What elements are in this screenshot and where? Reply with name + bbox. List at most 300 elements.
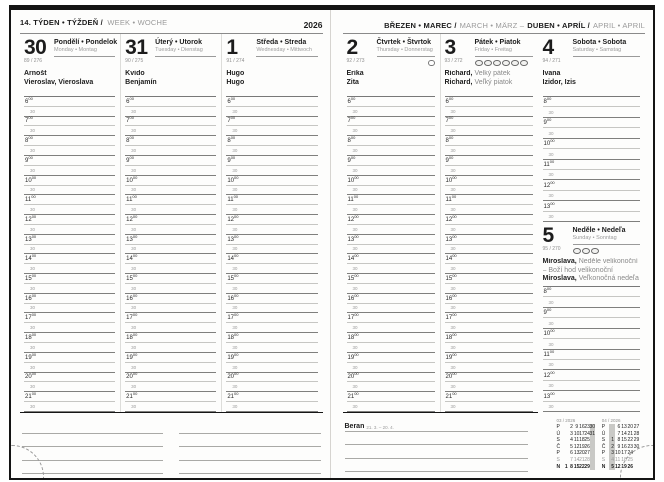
hour-label: $14^{00}$ <box>126 253 138 263</box>
calendar-day: 18 <box>579 437 585 444</box>
hour-slot <box>445 274 533 284</box>
calendar-day: 21 <box>627 430 634 437</box>
day-name-en-de: Wednesday • Mittwoch <box>256 47 312 53</box>
half-hour-label: 30 <box>30 226 36 232</box>
day-symbols <box>475 57 533 68</box>
hour-slot <box>347 254 435 264</box>
hour-label: $20^{00}$ <box>445 371 457 381</box>
name-day: Zita <box>346 78 359 86</box>
hour-slot <box>226 294 317 304</box>
note-line <box>179 461 320 475</box>
time-grid <box>24 96 115 412</box>
hour-minutes-sup: 00 <box>452 272 457 278</box>
hour-slot <box>445 97 533 107</box>
hour-minutes-sup: 00 <box>31 391 37 397</box>
hour-minutes-sup: 00 <box>31 292 37 298</box>
name-day-list <box>347 70 435 96</box>
hour-label: $11^{00}$ <box>347 194 359 204</box>
half-hour-slot <box>226 126 317 136</box>
hour-minutes-sup: 00 <box>354 253 359 259</box>
hour-label: $12^{00}$ <box>543 369 555 379</box>
hour-minutes-sup: 00 <box>129 115 134 121</box>
hour-slot <box>347 97 435 107</box>
hour-slot <box>24 274 115 284</box>
hour-slot <box>347 235 435 245</box>
hour-slot <box>125 156 216 166</box>
calendar-day: 15 <box>621 437 627 444</box>
day-number: 2 <box>346 36 358 59</box>
hour-label: $9^{00}$ <box>445 154 454 164</box>
day-header <box>125 37 216 68</box>
half-hour-label: 30 <box>450 305 456 311</box>
hour-minutes-sup: 00 <box>451 194 457 200</box>
hour-label: $18^{00}$ <box>227 332 239 342</box>
half-hour-label: 30 <box>232 147 238 153</box>
hour-slot <box>445 136 533 146</box>
name-day-line <box>24 79 115 88</box>
hour-label: $16^{00}$ <box>347 292 359 302</box>
half-hour-label: 30 <box>548 172 554 178</box>
half-hour-label: 30 <box>30 344 36 350</box>
day-number: 31 <box>125 36 148 59</box>
hour-label: $21^{00}$ <box>227 391 239 401</box>
half-hour-slot <box>226 402 317 412</box>
name-day-list <box>226 70 317 96</box>
half-hour-slot <box>125 186 216 196</box>
half-hour-label: 30 <box>450 128 456 134</box>
half-hour-slot <box>445 284 533 294</box>
half-hour-slot <box>445 186 533 196</box>
half-hour-slot <box>445 107 533 117</box>
hour-label: $11^{00}$ <box>25 194 36 204</box>
half-hour-slot <box>24 205 115 215</box>
note-line <box>345 432 528 446</box>
hour-label: $14^{00}$ <box>445 253 457 263</box>
half-hour-slot <box>347 323 435 333</box>
hour-slot <box>445 195 533 205</box>
hour-slot <box>125 235 216 245</box>
half-hour-slot <box>445 225 533 235</box>
half-hour-slot <box>24 382 115 392</box>
name-day-line <box>543 70 641 79</box>
half-hour-label: 30 <box>548 320 554 326</box>
hour-label: $6^{00}$ <box>126 95 134 105</box>
half-hour-label: 30 <box>30 305 36 311</box>
hour-minutes-sup: 00 <box>31 174 37 180</box>
hour-minutes-sup: 00 <box>31 272 37 278</box>
calendar-day: 29 <box>633 437 640 444</box>
calendar-day: 14 <box>621 430 627 437</box>
week-label-cs-sk: 14. TÝDEN • TÝŽDEŇ / <box>20 18 103 27</box>
hour-label: $10^{00}$ <box>25 174 37 184</box>
calendar-day: 13 <box>621 424 627 430</box>
calendar-day: 11 <box>615 456 621 463</box>
half-hour-slot <box>347 284 435 294</box>
hour-slot <box>347 156 435 166</box>
hour-slot <box>226 215 317 225</box>
half-hour-slot <box>347 107 435 117</box>
hour-minutes-sup: 00 <box>546 117 552 123</box>
hour-label: $9^{00}$ <box>347 154 356 164</box>
half-hour-label: 30 <box>352 226 358 232</box>
hour-label: $18^{00}$ <box>25 332 37 342</box>
hour-label: $12^{00}$ <box>25 213 37 223</box>
zodiac-dates: 21. 3. – 20. 4. <box>366 424 394 430</box>
half-hour-label: 30 <box>232 325 238 331</box>
calendar-day <box>590 450 595 457</box>
time-grid <box>125 96 216 412</box>
hour-label: $17^{00}$ <box>347 312 359 322</box>
hour-slot <box>226 195 317 205</box>
half-hour-label: 30 <box>450 246 456 252</box>
hour-minutes-sup: 00 <box>550 369 555 375</box>
hour-minutes-sup: 00 <box>132 391 138 397</box>
half-hour-slot <box>24 225 115 235</box>
hour-slot <box>125 392 216 402</box>
day-symbols <box>573 245 641 256</box>
name-day: Benjamín <box>125 78 157 86</box>
hour-slot <box>24 136 115 146</box>
hour-label: $10^{00}$ <box>347 174 359 184</box>
calendar-row <box>557 437 595 444</box>
half-hour-label: 30 <box>548 362 554 368</box>
name-day-line <box>125 79 216 88</box>
easter-egg-icon <box>591 248 599 255</box>
day-of-year: 90 / 275 <box>125 58 144 64</box>
hour-slot <box>347 333 435 343</box>
hour-slot <box>24 117 115 127</box>
calendar-day: 12 <box>573 443 580 450</box>
weekday-letter: S <box>601 456 606 463</box>
name-day-line <box>543 258 641 267</box>
hour-minutes-sup: 00 <box>452 351 457 357</box>
hour-minutes-sup: 00 <box>452 332 457 338</box>
half-hour-slot <box>24 323 115 333</box>
hour-label: $10^{00}$ <box>543 138 555 148</box>
half-hour-label: 30 <box>548 341 554 347</box>
half-hour-slot <box>543 191 641 201</box>
name-day: Arnošt <box>24 70 47 77</box>
half-hour-label: 30 <box>548 193 554 199</box>
hour-minutes-sup: 00 <box>234 312 239 318</box>
calendar-day: 5 <box>609 464 615 471</box>
hour-minutes-sup: 00 <box>28 135 33 141</box>
hour-minutes-sup: 00 <box>354 292 359 298</box>
calendar-day: 21 <box>579 456 585 463</box>
half-hour-slot <box>445 382 533 392</box>
calendar-day: 13 <box>573 450 580 457</box>
hour-label: $9^{00}$ <box>126 154 134 164</box>
calendar-row <box>557 424 595 431</box>
name-day-list <box>543 258 641 286</box>
half-hour-label: 30 <box>30 147 36 153</box>
calendar-row <box>602 437 640 444</box>
hour-minutes-sup: 00 <box>230 154 236 160</box>
name-day-line <box>24 70 115 79</box>
half-hour-label: 30 <box>548 109 554 115</box>
half-hour-slot <box>125 166 216 176</box>
day-of-year: 93 / 272 <box>444 58 463 64</box>
hour-label: $10^{00}$ <box>543 328 555 338</box>
half-hour-slot <box>445 166 533 176</box>
hour-minutes-sup: 00 <box>132 312 138 318</box>
calendar-day <box>590 457 595 464</box>
calendar-day: 2 <box>609 444 615 451</box>
half-hour-label: 30 <box>232 246 238 252</box>
name-day: Hugo <box>226 70 245 77</box>
hour-minutes-sup: 00 <box>132 272 138 278</box>
hour-label: $12^{00}$ <box>445 213 457 223</box>
half-hour-label: 30 <box>450 187 456 193</box>
week-label-en-de: WEEK • WOCHE <box>107 18 168 27</box>
day-name-cs-sk: Úterý • Utorok <box>155 39 202 46</box>
hour-minutes-sup: 00 <box>132 371 138 377</box>
left-page <box>11 10 330 478</box>
half-hour-label: 30 <box>450 344 456 350</box>
hour-label: $16^{00}$ <box>227 292 239 302</box>
easter-egg-icon <box>502 60 510 67</box>
right-page <box>331 10 654 478</box>
half-hour-label: 30 <box>352 325 358 331</box>
hour-slot <box>24 313 115 323</box>
hour-slot <box>226 313 317 323</box>
easter-egg-icon <box>493 60 501 67</box>
calendar-day: 4 <box>609 457 615 464</box>
week-label <box>20 12 167 30</box>
half-hour-slot <box>445 245 533 255</box>
hour-minutes-sup: 00 <box>452 292 457 298</box>
hour-slot <box>226 373 317 383</box>
calendar-day: 20 <box>627 424 634 430</box>
half-hour-label: 30 <box>352 108 358 114</box>
day-header <box>226 37 317 68</box>
hour-minutes-sup: 00 <box>448 135 454 141</box>
half-hour-slot <box>347 363 435 373</box>
hour-slot <box>445 117 533 127</box>
half-hour-label: 30 <box>548 299 554 305</box>
day-number: 4 <box>542 36 554 59</box>
hour-slot <box>543 139 641 149</box>
weekday-letter: S <box>556 456 560 463</box>
day-name-en-de: Friday • Freitag <box>474 47 512 53</box>
hour-label: $13^{00}$ <box>543 390 555 400</box>
note-line <box>22 420 163 434</box>
hour-slot <box>543 180 641 190</box>
half-hour-label: 30 <box>30 167 36 173</box>
half-hour-label: 30 <box>131 128 137 134</box>
hour-minutes-sup: 00 <box>234 332 239 338</box>
hour-slot <box>24 373 115 383</box>
weekday-letter: P <box>601 424 606 430</box>
mini-calendar-month: 04 / 2026 <box>601 418 621 423</box>
hour-slot <box>347 313 435 323</box>
half-hour-slot <box>347 245 435 255</box>
half-hour-label: 30 <box>450 147 456 153</box>
mini-calendar <box>557 417 595 474</box>
calendar-day: 16 <box>579 424 585 430</box>
half-hour-label: 30 <box>450 108 456 114</box>
day-of-year: 91 / 274 <box>226 58 245 64</box>
weekday-letter: Ú <box>556 430 561 437</box>
name-day: Hugo <box>226 78 245 86</box>
half-hour-slot <box>347 205 435 215</box>
calendar-row <box>557 444 595 451</box>
calendar-row <box>557 457 595 464</box>
note-line <box>179 420 320 434</box>
half-hour-label: 30 <box>352 384 358 390</box>
half-hour-slot <box>445 126 533 136</box>
hour-minutes-sup: 00 <box>234 233 239 239</box>
half-hour-label: 30 <box>450 266 456 272</box>
calendar-day: 8 <box>617 437 621 444</box>
half-hour-slot <box>226 363 317 373</box>
hour-minutes-sup: 00 <box>129 135 134 141</box>
half-hour-label: 30 <box>131 167 137 173</box>
hour-label: $15^{00}$ <box>126 272 138 282</box>
hour-slot <box>445 392 533 402</box>
calendar-day: 8 <box>570 463 573 470</box>
name-day: Izidor, Izis <box>542 78 576 86</box>
half-hour-label: 30 <box>232 128 238 134</box>
hour-minutes-sup: 00 <box>132 233 138 239</box>
day-header <box>543 225 641 256</box>
hour-slot <box>543 391 641 401</box>
hour-label: $9^{00}$ <box>25 154 33 164</box>
half-hour-slot <box>347 304 435 314</box>
hour-slot <box>543 329 641 339</box>
hour-slot <box>347 373 435 383</box>
calendar-day: 14 <box>573 456 580 463</box>
name-day-line <box>445 70 533 79</box>
half-hour-slot <box>24 186 115 196</box>
day-symbols <box>256 57 317 68</box>
hour-minutes-sup: 00 <box>31 213 37 219</box>
hour-label: $8^{00}$ <box>227 135 236 145</box>
hour-minutes-sup: 00 <box>550 179 555 185</box>
hour-minutes-sup: 00 <box>28 154 33 160</box>
half-hour-label: 30 <box>450 226 456 232</box>
half-hour-label: 30 <box>232 207 238 213</box>
half-hour-label: 30 <box>450 384 456 390</box>
hour-label: $20^{00}$ <box>126 371 138 381</box>
day-header <box>347 37 435 68</box>
half-hour-slot <box>125 126 216 136</box>
left-page-header <box>20 13 323 33</box>
half-hour-label: 30 <box>548 383 554 389</box>
half-hour-slot <box>125 343 216 353</box>
hour-slot <box>24 156 115 166</box>
half-hour-slot <box>24 264 115 274</box>
half-hour-label: 30 <box>548 151 554 157</box>
day-number: 5 <box>542 224 554 247</box>
hour-label: $20^{00}$ <box>25 371 37 381</box>
name-day: Vieroslav, Vieroslava <box>24 78 94 86</box>
half-hour-label: 30 <box>352 187 358 193</box>
hour-minutes-sup: 00 <box>546 307 552 313</box>
hour-minutes-sup: 00 <box>350 115 356 121</box>
half-hour-label: 30 <box>450 364 456 370</box>
half-hour-slot <box>347 225 435 235</box>
hour-slot <box>543 160 641 170</box>
hour-slot <box>226 156 317 166</box>
calendar-row <box>602 424 640 431</box>
hour-label: $7^{00}$ <box>126 115 134 125</box>
hour-minutes-sup: 00 <box>350 95 356 101</box>
half-hour-label: 30 <box>131 305 137 311</box>
hour-minutes-sup: 00 <box>132 351 138 357</box>
hour-label: $11^{00}$ <box>543 158 555 168</box>
hour-minutes-sup: 00 <box>550 328 555 334</box>
hour-label: $17^{00}$ <box>445 312 457 322</box>
half-hour-label: 30 <box>352 403 358 409</box>
hour-slot <box>347 195 435 205</box>
month-label-cs-sk-1: BŘEZEN • MAREC / <box>384 21 457 30</box>
half-hour-slot <box>24 245 115 255</box>
calendar-day: 30 <box>589 424 596 430</box>
hour-minutes-sup: 00 <box>550 200 555 206</box>
hour-slot <box>125 294 216 304</box>
hour-slot <box>543 350 641 360</box>
name-day: Richard, <box>444 78 473 86</box>
hour-minutes-sup: 00 <box>31 253 37 259</box>
hour-slot <box>226 97 317 107</box>
half-hour-slot <box>543 318 641 328</box>
hour-slot <box>24 235 115 245</box>
half-hour-slot <box>24 304 115 314</box>
hour-label: $21^{00}$ <box>25 391 37 401</box>
hour-label: $10^{00}$ <box>227 174 239 184</box>
hour-label: $15^{00}$ <box>25 272 37 282</box>
calendar-row <box>557 450 595 457</box>
half-hour-slot <box>543 381 641 391</box>
calendar-day: 1 <box>564 463 568 470</box>
calendar-day: 9 <box>617 443 621 450</box>
half-hour-label: 30 <box>232 285 238 291</box>
hour-label: $11^{00}$ <box>126 194 137 204</box>
half-hour-slot <box>347 146 435 156</box>
hour-minutes-sup: 00 <box>230 95 236 101</box>
calendar-day: 19 <box>621 463 627 470</box>
day-number: 30 <box>24 36 47 59</box>
note-line <box>22 447 163 461</box>
calendar-day: 25 <box>627 456 634 463</box>
calendar-day: 25 <box>584 437 590 444</box>
hour-minutes-sup: 00 <box>549 158 555 164</box>
hour-slot <box>125 117 216 127</box>
notes-group-2 <box>179 420 320 474</box>
easter-egg-icon <box>520 60 528 67</box>
hour-label: $20^{00}$ <box>227 371 239 381</box>
hour-slot <box>226 117 317 127</box>
calendar-row <box>557 464 595 471</box>
hour-minutes-sup: 00 <box>28 95 33 101</box>
hour-label: $15^{00}$ <box>347 272 359 282</box>
half-hour-slot <box>226 146 317 156</box>
half-hour-label: 30 <box>232 384 238 390</box>
half-hour-label: 30 <box>450 285 456 291</box>
calendar-day: 24 <box>627 450 634 457</box>
half-hour-slot <box>24 126 115 136</box>
easter-egg-icon <box>475 60 483 67</box>
name-day: Ivana <box>542 70 561 77</box>
hour-minutes-sup: 00 <box>353 194 359 200</box>
hour-label: $19^{00}$ <box>227 351 239 361</box>
hour-label: $12^{00}$ <box>126 213 138 223</box>
calendar-day: 7 <box>617 430 621 437</box>
hour-slot <box>125 373 216 383</box>
half-hour-label: 30 <box>548 130 554 136</box>
hour-slot <box>543 308 641 318</box>
